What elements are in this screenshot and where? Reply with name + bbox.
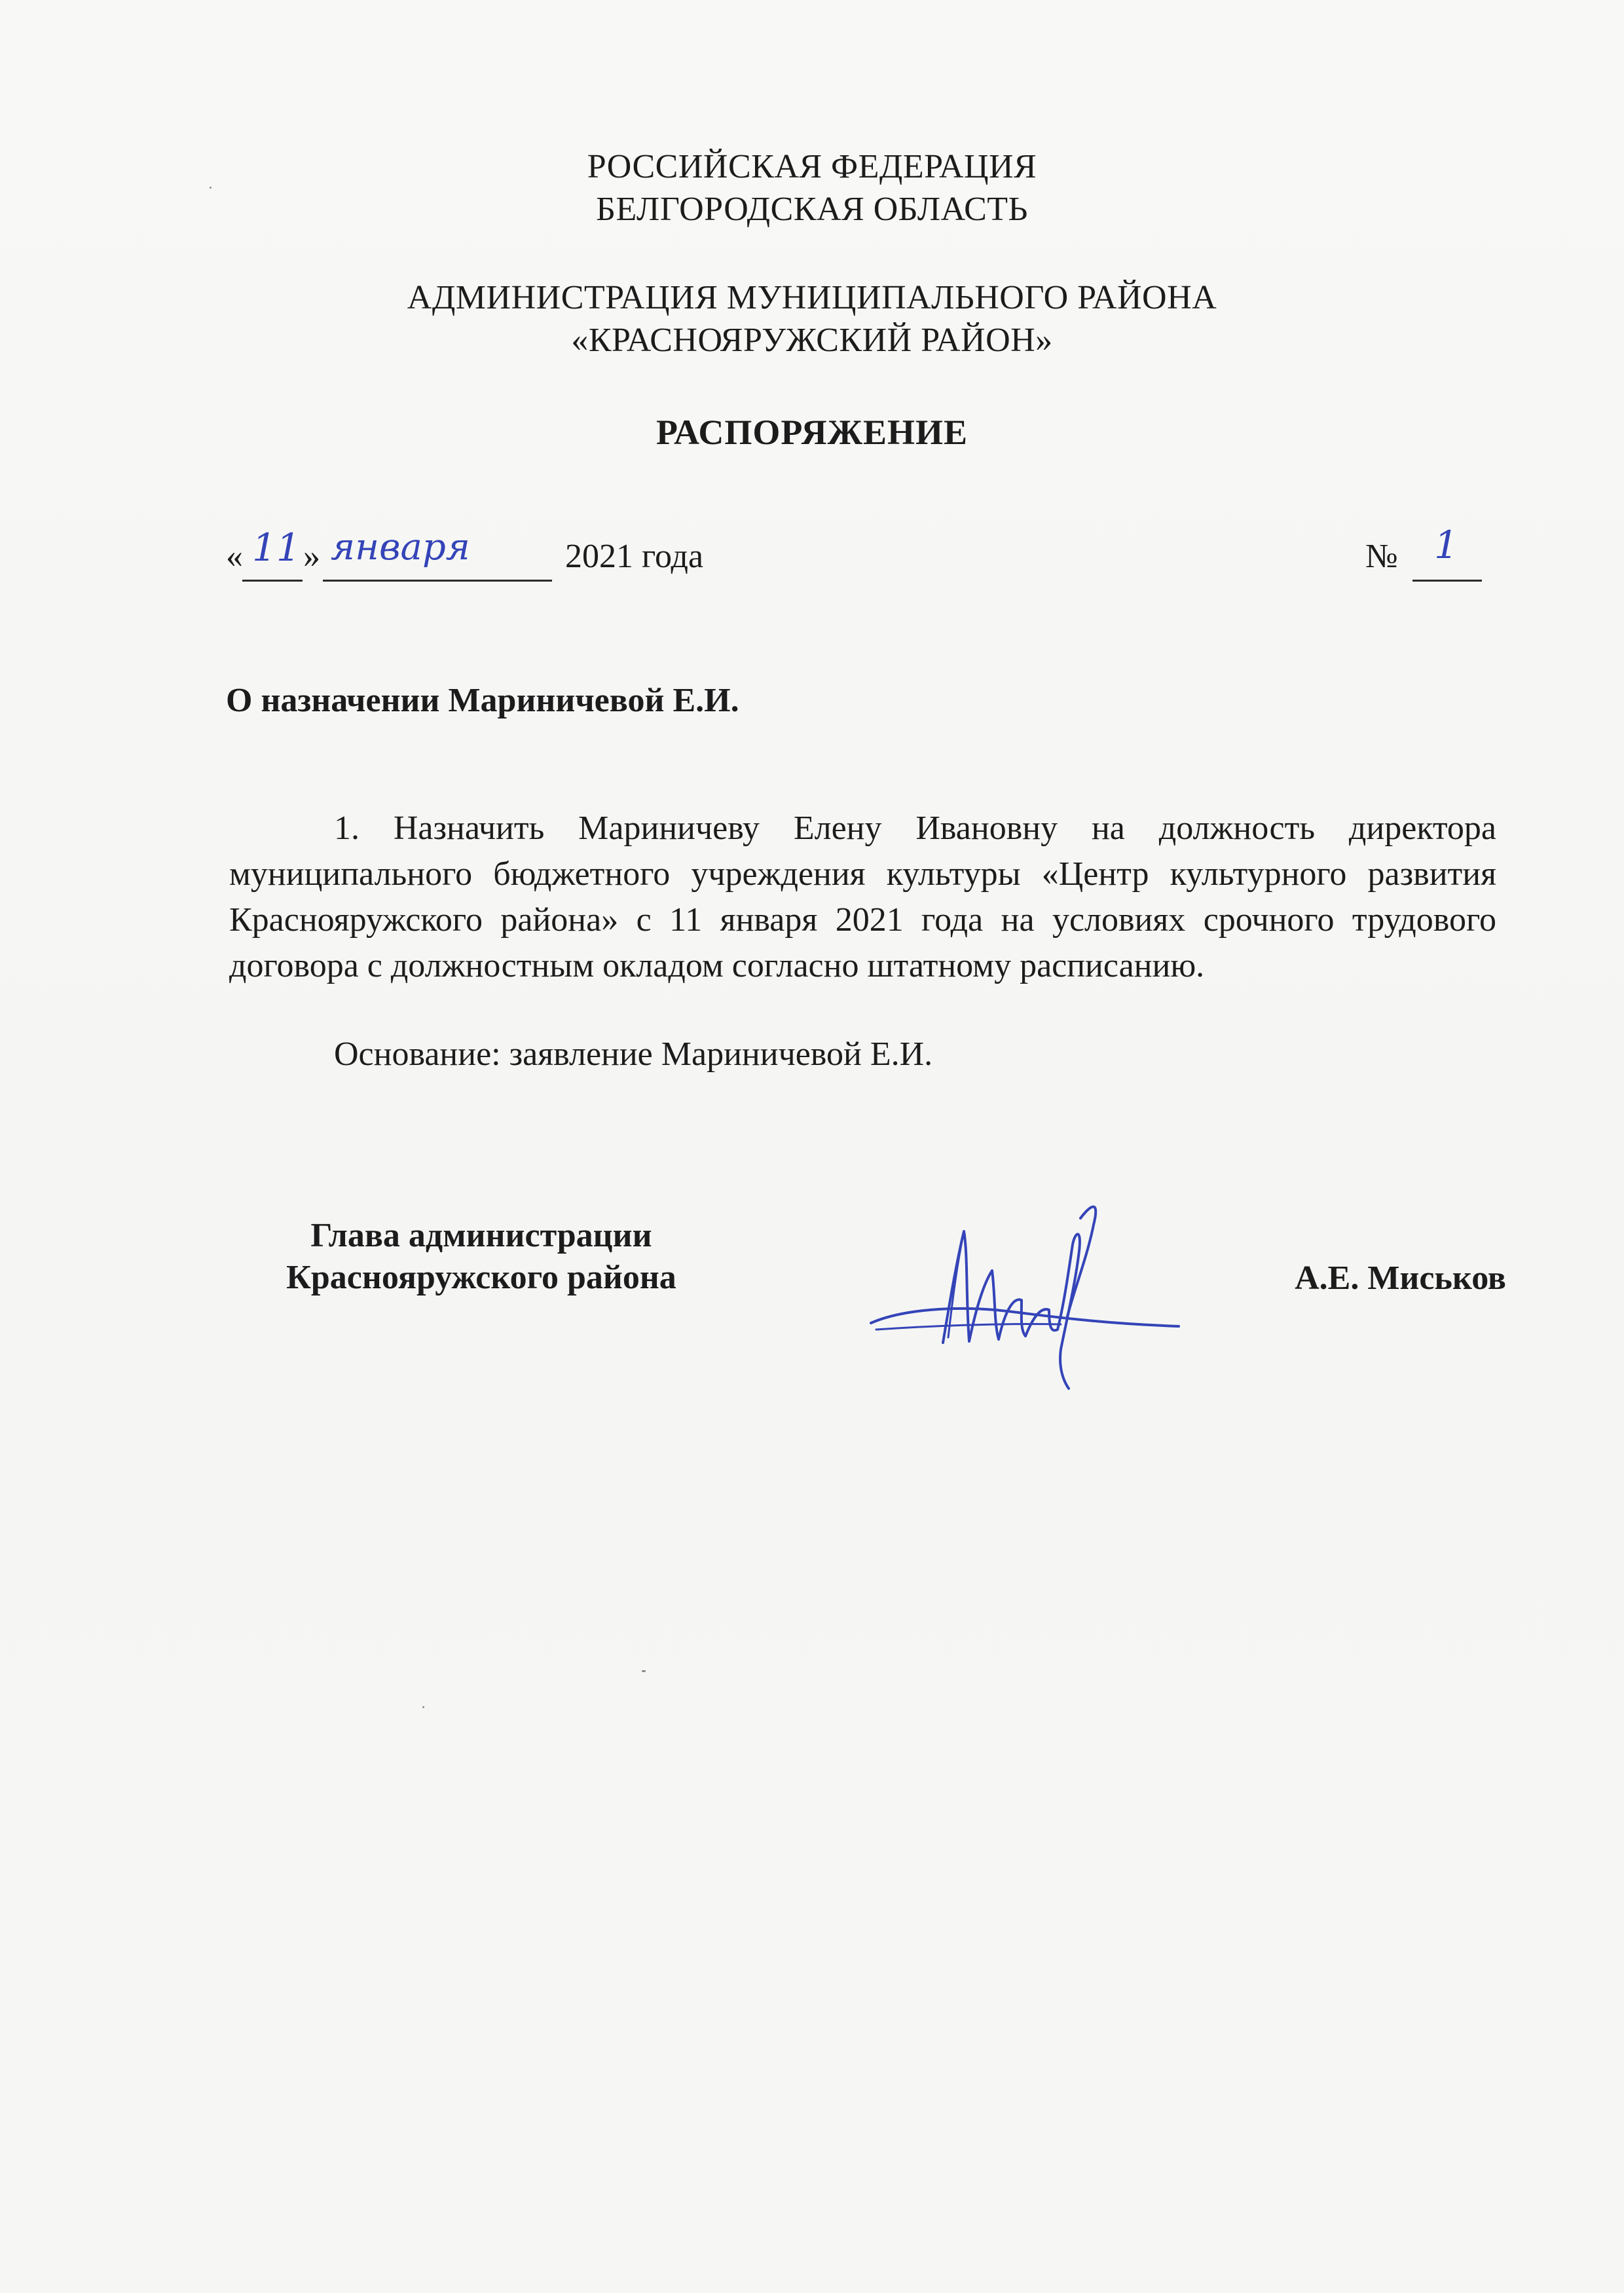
date-number-line bbox=[226, 523, 1490, 586]
scan-speck bbox=[210, 187, 212, 189]
signatory-position-line2: Краснояружского района bbox=[286, 1259, 676, 1296]
body-basis: Основание: заявление Мариничевой Е.И. bbox=[334, 1035, 933, 1073]
header-administration-line1: АДМИНИСТРАЦИЯ МУНИЦИПАЛЬНОГО РАЙОНА bbox=[407, 279, 1217, 316]
scan-speck bbox=[422, 1706, 424, 1708]
date-open-quote: « bbox=[226, 538, 243, 575]
header-country: РОССИЙСКАЯ ФЕДЕРАЦИЯ bbox=[587, 148, 1037, 185]
signer-name: А.Е. Миськов bbox=[1295, 1259, 1506, 1297]
date-month-handwritten: января bbox=[331, 526, 470, 569]
body-paragraph-1: 1. Назначить Мариничеву Елену Ивановну на должность директора муниципального бюджетного учреждения культуры «Центр культурного развития Краснояружского района» с 11 января 2021 года на условиях срочного трудового договора с должностным окладом согласно штатному расписанию. bbox=[229, 810, 1496, 984]
document-type-title: РАСПОРЯЖЕНИЕ bbox=[655, 413, 969, 452]
number-label: № bbox=[1365, 538, 1398, 575]
header-administration-line2: «КРАСНОЯРУЖСКИЙ РАЙОН» bbox=[571, 322, 1053, 359]
date-year-text: 2021 года bbox=[565, 538, 704, 575]
date-day-handwritten: 11 bbox=[252, 525, 301, 570]
handwritten-signature bbox=[864, 1192, 1192, 1395]
number-handwritten: 1 bbox=[1434, 523, 1458, 567]
document-subject: О назначении Мариничевой Е.И. bbox=[226, 682, 739, 719]
signatory-position bbox=[232, 1215, 730, 1299]
signatory-position-line1: Глава администрации bbox=[310, 1217, 652, 1254]
date-close-quote: » bbox=[303, 538, 320, 575]
header-region: БЕЛГОРОДСКАЯ ОБЛАСТЬ bbox=[596, 191, 1028, 228]
scan-speck bbox=[642, 1670, 646, 1672]
